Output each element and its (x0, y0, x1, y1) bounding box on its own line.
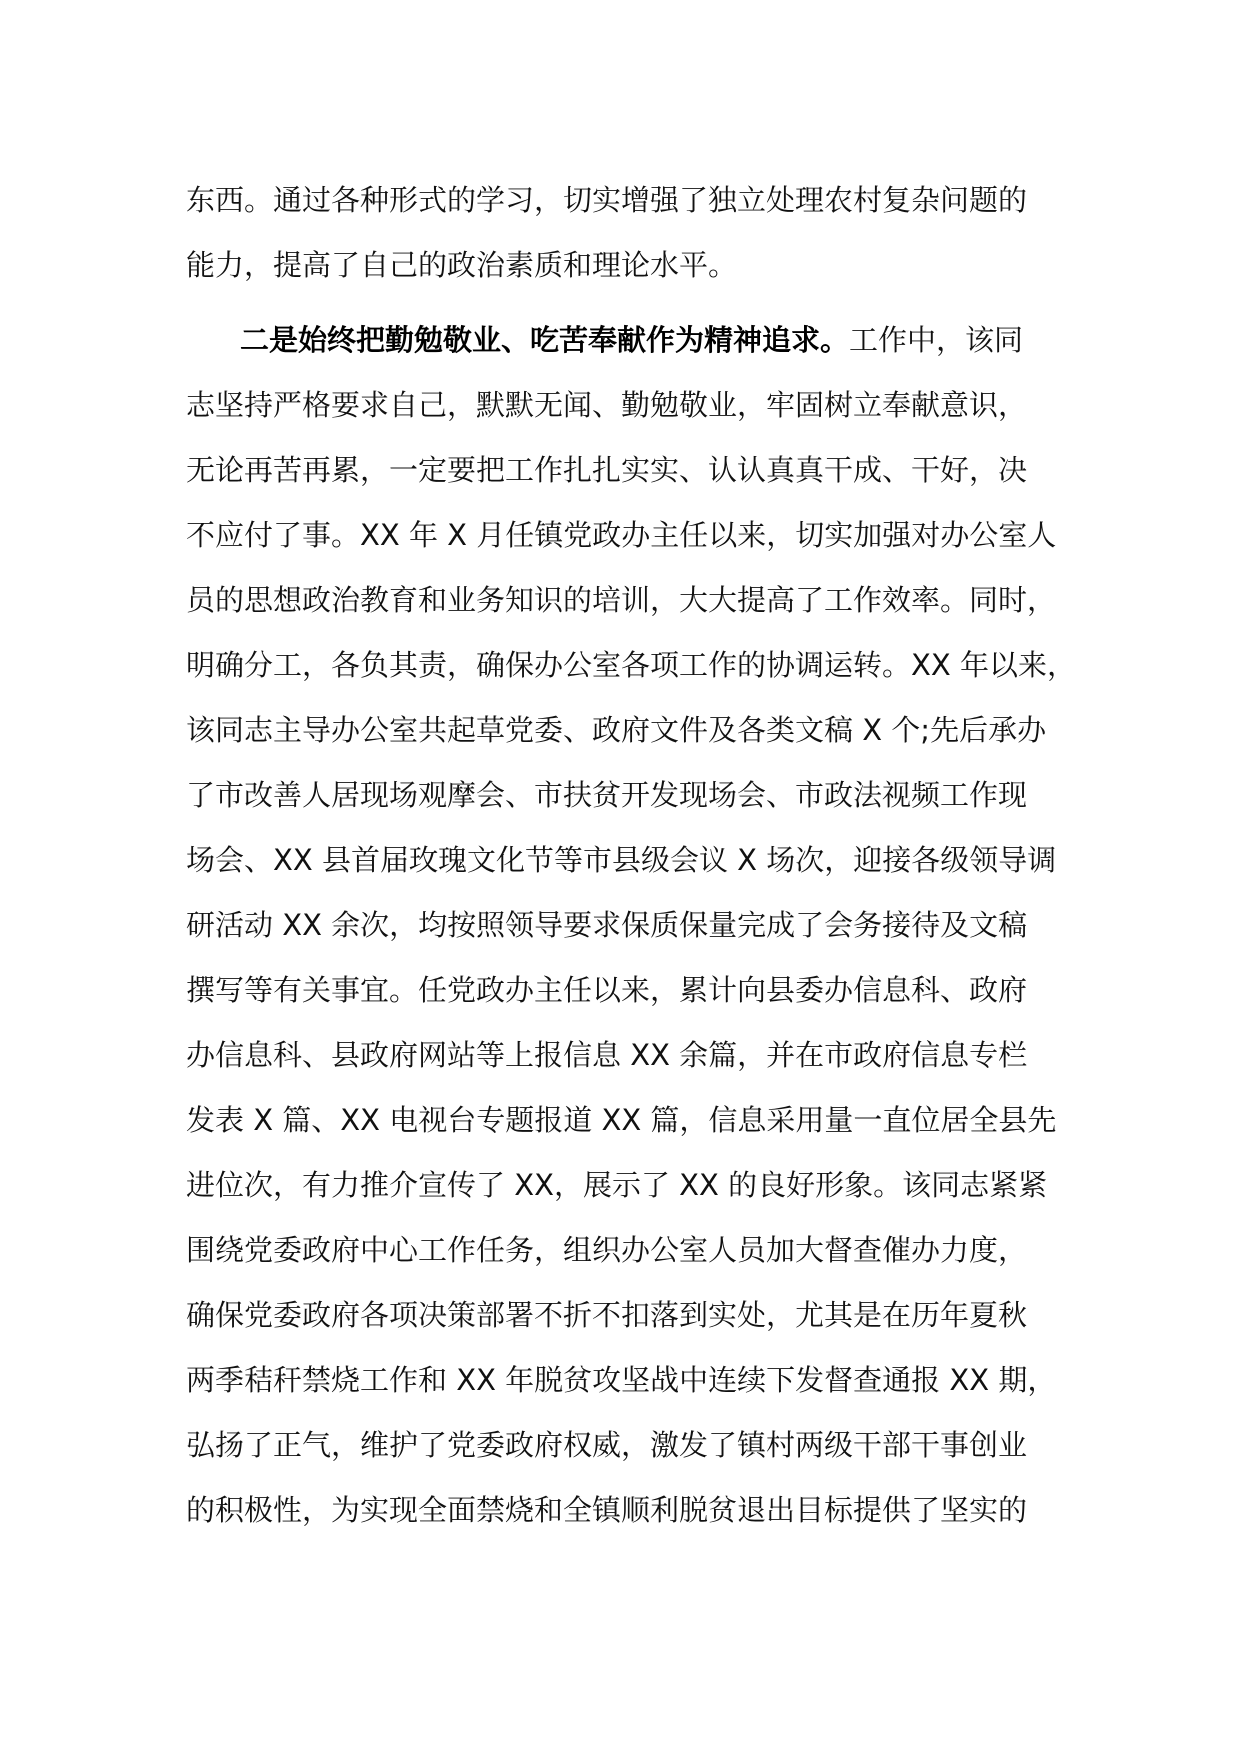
text-line: 进位次，有力推介宣传了 XX，展示了 XX 的良好形象。该同志紧紧 (186, 1168, 1048, 1202)
body-text (186, 168, 1086, 1543)
text-line: 志坚持严格要求自己，默默无闻、勤勉敬业，牢固树立奉献意识， (186, 388, 1028, 422)
text-line: 两季秸秆禁烧工作和 XX 年脱贫攻坚战中连续下发督查通报 XX 期， (186, 1363, 1057, 1397)
paragraph-heading: 二是始终把勤勉敬业、吃苦奉献作为精神追求。 (240, 323, 850, 357)
text-line: 围绕党委政府中心工作任务，组织办公室人员加大督查催办力度， (186, 1233, 1028, 1267)
text-line: 了市改善人居现场观摩会、市扶贫开发现场会、市政法视频工作现 (186, 778, 1028, 812)
text-line: 东西。通过各种形式的学习，切实增强了独立处理农村复杂问题的 (186, 183, 1028, 217)
paragraph-1 (186, 168, 1086, 298)
text-line: 场会、XX 县首届玫瑰文化节等市县级会议 X 场次，迎接各级领导调 (186, 843, 1057, 877)
text-line (186, 308, 1086, 373)
text-line: 员的思想政治教育和业务知识的培训，大大提高了工作效率。同时， (186, 583, 1057, 617)
text-line: 研活动 XX 余次，均按照领导要求保质保量完成了会务接待及文稿 (186, 908, 1028, 942)
paragraph-2 (186, 308, 1086, 1543)
text-line: 弘扬了正气，维护了党委政府权威，激发了镇村两级干部干事创业 (186, 1428, 1028, 1462)
text-line: 确保党委政府各项决策部署不折不扣落到实处，尤其是在历年夏秋 (186, 1298, 1028, 1332)
text-line: 不应付了事。XX 年 X 月任镇党政办主任以来，切实加强对办公室人 (186, 518, 1057, 552)
text-line: 明确分工，各负其责，确保办公室各项工作的协调运转。XX 年以来， (186, 648, 1076, 682)
text-line: 能力，提高了自己的政治素质和理论水平。 (186, 248, 738, 282)
text-line: 办信息科、县政府网站等上报信息 XX 余篇，并在市政府信息专栏 (186, 1038, 1028, 1072)
text-line: 该同志主导办公室共起草党委、政府文件及各类文稿 X 个;先后承办 (186, 713, 1047, 747)
heading-line-rest: 工作中，该同 (849, 323, 1024, 357)
text-line: 的积极性，为实现全面禁烧和全镇顺利脱贫退出目标提供了坚实的 (186, 1493, 1028, 1527)
text-line: 无论再苦再累，一定要把工作扎扎实实、认认真真干成、干好，决 (186, 453, 1028, 487)
text-line: 发表 X 篇、XX 电视台专题报道 XX 篇，信息采用量一直位居全县先 (186, 1103, 1057, 1137)
text-line: 撰写等有关事宜。任党政办主任以来，累计向县委办信息科、政府 (186, 973, 1028, 1007)
